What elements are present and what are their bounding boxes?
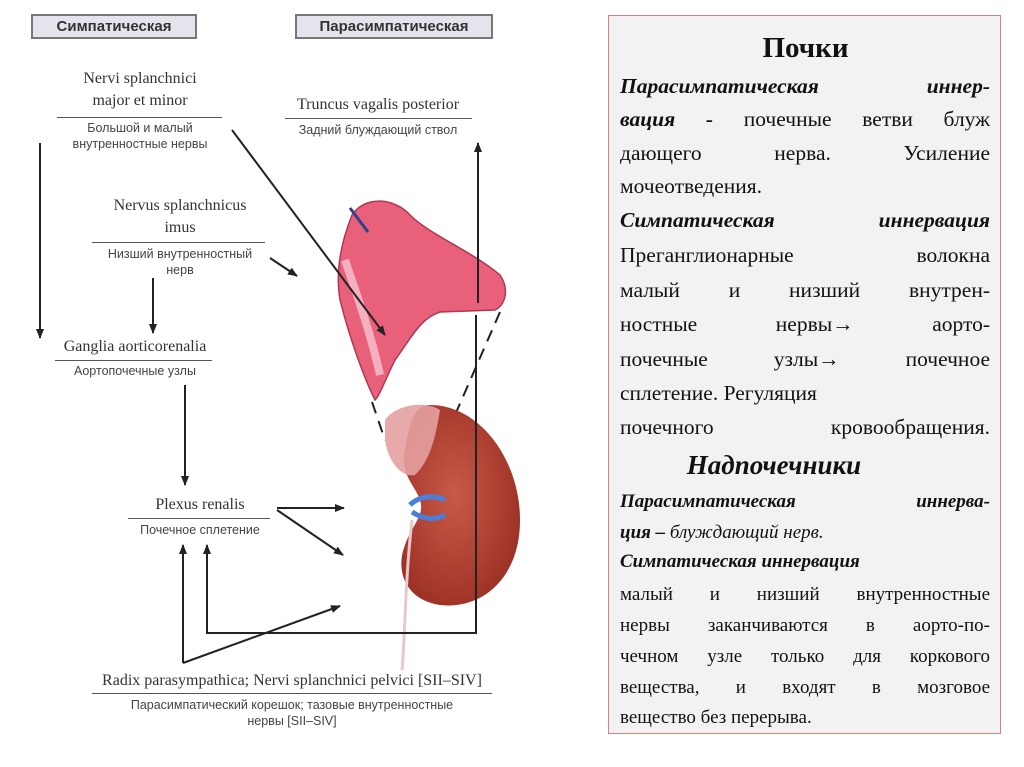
panel-text-line [620, 312, 990, 337]
panel-text-line [620, 278, 990, 303]
panel-text-line [620, 347, 990, 372]
body-text: малый и низший внутренностные [620, 584, 990, 605]
kidney-title: Почки [762, 32, 849, 64]
label-line: нерв [166, 263, 194, 277]
label-line: Nervi splanchnici [83, 70, 197, 87]
panel-text-line [620, 74, 990, 99]
body-text: почечные ветви блуж [743, 107, 991, 131]
body-text: Преганглионарные волокна [620, 243, 990, 267]
divider [92, 242, 265, 243]
adrenal-gland-illustration [338, 201, 505, 400]
header-parasympathetic: Парасимпатическая [295, 14, 493, 39]
label-plexus: Plexus renalis [155, 496, 245, 513]
label-truncus: Truncus vagalis posterior [296, 96, 460, 113]
panel-text-line [620, 677, 990, 699]
label-line: imus [164, 219, 196, 236]
adrenal-title: Надпочечники [686, 450, 862, 480]
body-text: нервы заканчиваются в аорто-по- [620, 615, 990, 636]
body-text: вещества, и входят в мозговое [620, 677, 990, 698]
label-nervi-splanchnici [40, 68, 240, 112]
label-nervi-splanchnici-ru [40, 120, 240, 152]
body-text: сплетение. Регуляция [620, 381, 817, 405]
panel-text-line [620, 174, 990, 199]
panel-text-line [620, 141, 990, 166]
body-text: почечного кровообращения. [620, 415, 990, 439]
label-plexus-ru: Почечное сплетение [140, 523, 260, 537]
divider [92, 693, 492, 694]
panel-text-line [620, 584, 990, 606]
label-ganglia: Ganglia aorticorenalia [63, 338, 207, 355]
dashed-connector [455, 312, 500, 415]
panel-text-line [620, 243, 990, 268]
divider [57, 117, 222, 118]
label-ganglia-ru: Аортопочечные узлы [74, 364, 196, 378]
label-truncus-ru: Задний блуждающий ствол [298, 123, 458, 137]
label-line: Парасимпатический корешок; тазовые внутренностные [130, 698, 454, 712]
text-panel [608, 15, 1001, 734]
label-line: Низший внутренностный [107, 247, 253, 261]
body-text: ностные нервы→ аорто- [620, 312, 990, 336]
body-text: малый и низший внутрен- [620, 278, 990, 302]
body-text: почечные узлы→ почечное [620, 347, 990, 371]
label-imus-ru [80, 246, 280, 278]
panel-text-line [620, 707, 990, 729]
body-text: мочеотведения. [620, 174, 763, 198]
emphasis-text: Симпатическая иннервация [620, 551, 860, 572]
body-text: дающего нерва. Усиление [620, 141, 990, 165]
divider [128, 518, 270, 519]
header-sympathetic: Симпатическая [31, 14, 197, 39]
body-text: блуждающий нерв. [669, 522, 824, 543]
emphasis-text: ция – [620, 522, 670, 543]
panel-text-line [620, 415, 990, 440]
panel-text-line [620, 646, 990, 668]
label-line: Большой и малый [87, 121, 193, 135]
emphasis-text: Парасимпатическая иннерва- [620, 491, 990, 512]
label-line: нервы [SII–SIV] [247, 714, 337, 728]
emphasis-text: Симпатическая иннервация [620, 208, 990, 232]
divider [285, 118, 472, 119]
body-text: чечном узле только для коркового [620, 646, 990, 667]
panel-text-line [620, 381, 990, 406]
label-line: major et minor [92, 92, 188, 109]
label-line: внутренностные нервы [72, 137, 208, 151]
panel-text-line [620, 615, 990, 637]
panel-text-line [620, 107, 990, 132]
body-text: вещество без перерыва. [620, 707, 812, 728]
dashed-connector [372, 402, 385, 440]
label-radix-ru [92, 697, 492, 729]
label-line: Nervus splanchnicus [113, 197, 247, 214]
panel-text-line [620, 522, 990, 544]
panel-text-line [620, 208, 990, 233]
emphasis-text: Парасимпатическая иннер- [620, 74, 990, 98]
divider [55, 360, 212, 361]
panel-text-line [620, 491, 990, 513]
emphasis-text: вация - [620, 107, 744, 131]
label-radix: Radix parasympathica; Nervi splanchnici pelvici [SII–SIV] [102, 672, 482, 689]
kidney-illustration [385, 405, 520, 670]
panel-text-line [620, 551, 990, 573]
label-imus [80, 195, 280, 239]
